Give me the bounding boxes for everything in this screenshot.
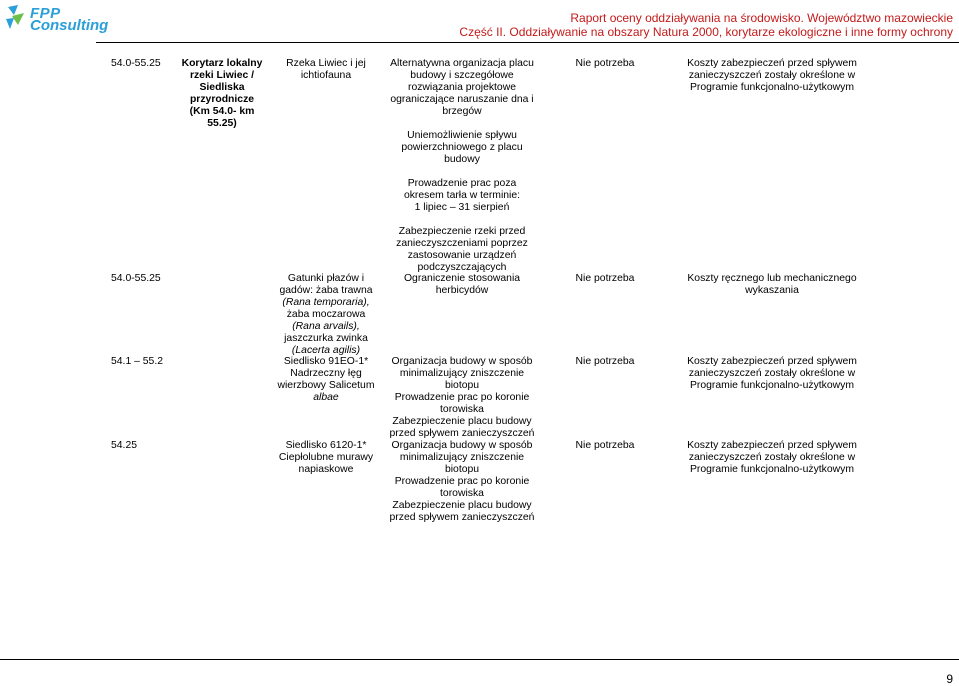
row3-subject-line: Nadrzeczny łęg <box>290 368 362 379</box>
row2-subject-line: (Rana arvails), <box>292 321 360 332</box>
row1-km: 54.0-55.25 <box>111 58 161 69</box>
row1-corridor-line: rzeki Liwiec / <box>189 70 255 81</box>
row4-subject-line: Ciepłolubne murawy <box>278 452 374 463</box>
row3-measures <box>380 356 544 440</box>
row1-corridor-line: (Km 54.0- km <box>189 106 255 117</box>
row1-subject <box>276 58 376 82</box>
row3-cost-line: Programie funkcjonalno-użytkowym <box>689 380 854 391</box>
row3-cost-line: Koszty zabezpieczeń przed spływem <box>687 356 857 367</box>
row1-measure-line: brzegów <box>442 106 482 117</box>
row1-cost-line: zanieczyszczeń zostały określone w <box>688 70 856 81</box>
row2-subject-line: (Rana temporaria), <box>282 297 370 308</box>
row3-subject <box>270 356 382 404</box>
row2-cost-line: Koszty ręcznego lub mechanicznego <box>687 273 857 284</box>
row3-subject-line: wierzbowy Salicetum <box>277 380 375 391</box>
row1-corridor-line: Korytarz lokalny <box>181 58 263 69</box>
report-title-line2: Część II. Oddziaływanie na obszary Natura 2000, korytarze ekologiczne i inne formy ochrony <box>459 25 953 39</box>
row3-subject-line: albae <box>313 392 339 403</box>
row1-corridor-line: 55.25) <box>207 118 237 129</box>
page-header <box>0 0 959 46</box>
row4-measure-line: Zabezpieczenie placu budowy <box>392 500 532 511</box>
row3-measure-line: Zabezpieczenie placu budowy <box>392 416 532 427</box>
row1-cost-line: Programie funkcjonalno-użytkowym <box>689 82 854 93</box>
row1-measure-line: podczyszczających <box>417 262 507 273</box>
row1-corridor <box>174 58 270 130</box>
row1-cost-line: Koszty zabezpieczeń przed spływem <box>687 58 857 69</box>
logo-text-consulting: Consulting <box>30 17 109 34</box>
row1-measure-line: zastosowanie urządzeń <box>407 250 517 261</box>
row1-corridor-line: przyrodnicze <box>189 94 255 105</box>
row3-measure-line: minimalizujący zniszczenie <box>399 368 525 379</box>
row1-measure-line: powierzchniowego z placu <box>401 142 523 153</box>
row2-subject-line: żaba moczarowa <box>286 309 366 320</box>
row3-km: 54.1 – 55.2 <box>111 356 163 367</box>
row3-cost <box>674 356 870 392</box>
row4-measure-line: minimalizujący zniszczenie <box>399 452 525 463</box>
row2-subject <box>270 273 382 357</box>
row1-subject-line: ichtiofauna <box>300 70 352 81</box>
row4-cost-line: Koszty zabezpieczeń przed spływem <box>687 440 857 451</box>
row4-cost-line: zanieczyszczeń zostały określone w <box>688 452 856 463</box>
row1-measure-line: budowy <box>444 154 480 165</box>
row3-measure-line: Prowadzenie prac po koronie <box>394 392 530 403</box>
row1-measure-line: 1 lipiec – 31 sierpień <box>414 202 510 213</box>
row3-measure-line: przed spływem zanieczyszczeń <box>389 428 535 439</box>
row4-measure-line: Organizacja budowy w sposób <box>391 440 533 451</box>
row4-measures <box>380 440 544 524</box>
row2-cost-line: wykaszania <box>745 285 799 296</box>
row4-measure-line: biotopu <box>444 464 480 475</box>
row4-subject-line: napiaskowe <box>298 464 354 475</box>
row3-cost-line: zanieczyszczeń zostały określone w <box>688 368 856 379</box>
row1-measure-line: ograniczające naruszanie dna i <box>390 94 534 105</box>
row4-subject <box>270 440 382 476</box>
row2-cost <box>674 273 870 297</box>
fpp-consulting-logo <box>4 3 114 33</box>
logo-text-fpp: FPP <box>30 5 61 22</box>
row1-measure-line: rozwiązania projektowe <box>407 82 516 93</box>
row2-measures <box>380 273 544 297</box>
row1-subject-line: Rzeka Liwiec i jej <box>286 58 366 69</box>
row3-measure-line: torowiska <box>440 404 484 415</box>
row2-subject-line: Gatunki płazów i <box>287 273 365 284</box>
row1-need: Nie potrzeba <box>575 58 635 69</box>
logo-mark-icon <box>4 3 30 31</box>
row2-subject-line: (Lacerta agilis) <box>291 345 361 356</box>
row1-measure-line: budowy i szczegółowe <box>410 70 514 81</box>
row3-need: Nie potrzeba <box>575 356 635 367</box>
row2-subject-line: gadów: żaba trawna <box>279 285 373 296</box>
row4-cost-line: Programie funkcjonalno-użytkowym <box>689 464 854 475</box>
row1-measure-line: Alternatywna organizacja placu <box>390 58 534 69</box>
row1-measure-line: Zabezpieczenie rzeki przed <box>398 226 526 237</box>
row3-measure-line: biotopu <box>444 380 480 391</box>
row4-measure-line: przed spływem zanieczyszczeń <box>389 512 535 523</box>
row2-km: 54.0-55.25 <box>111 273 161 284</box>
footer-divider <box>0 659 959 660</box>
row3-subject-line: Siedlisko 91EO-1* <box>283 356 369 367</box>
page-number: 9 <box>946 672 953 686</box>
row2-measure-line: herbicydów <box>435 285 489 296</box>
row1-measures <box>380 58 544 274</box>
row3-measure-line: Organizacja budowy w sposób <box>391 356 533 367</box>
report-title-line1: Raport oceny oddziaływania na środowisko. Województwo mazowieckie <box>570 11 953 25</box>
row4-subject-line: Siedlisko 6120-1* <box>285 440 367 451</box>
row1-measure-line: okresem tarła w terminie: <box>403 190 521 201</box>
row4-need: Nie potrzeba <box>575 440 635 451</box>
row2-need: Nie potrzeba <box>575 273 635 284</box>
row1-measure-line: Uniemożliwienie spływu <box>407 130 517 141</box>
row1-corridor-line: Siedliska <box>199 82 245 93</box>
row4-km: 54.25 <box>111 440 138 451</box>
row4-measure-line: Prowadzenie prac po koronie <box>394 476 530 487</box>
row4-cost <box>674 440 870 476</box>
row1-cost <box>674 58 870 94</box>
row4-measure-line: torowiska <box>440 488 484 499</box>
row1-measure-line: zanieczyszczeniami poprzez <box>396 238 528 249</box>
row2-measure-line: Ograniczenie stosowania <box>403 273 521 284</box>
row2-subject-line: jaszczurka zwinka <box>284 333 368 344</box>
row1-measure-line: Prowadzenie prac poza <box>407 178 517 189</box>
report-title <box>459 11 953 39</box>
header-divider <box>96 42 959 43</box>
